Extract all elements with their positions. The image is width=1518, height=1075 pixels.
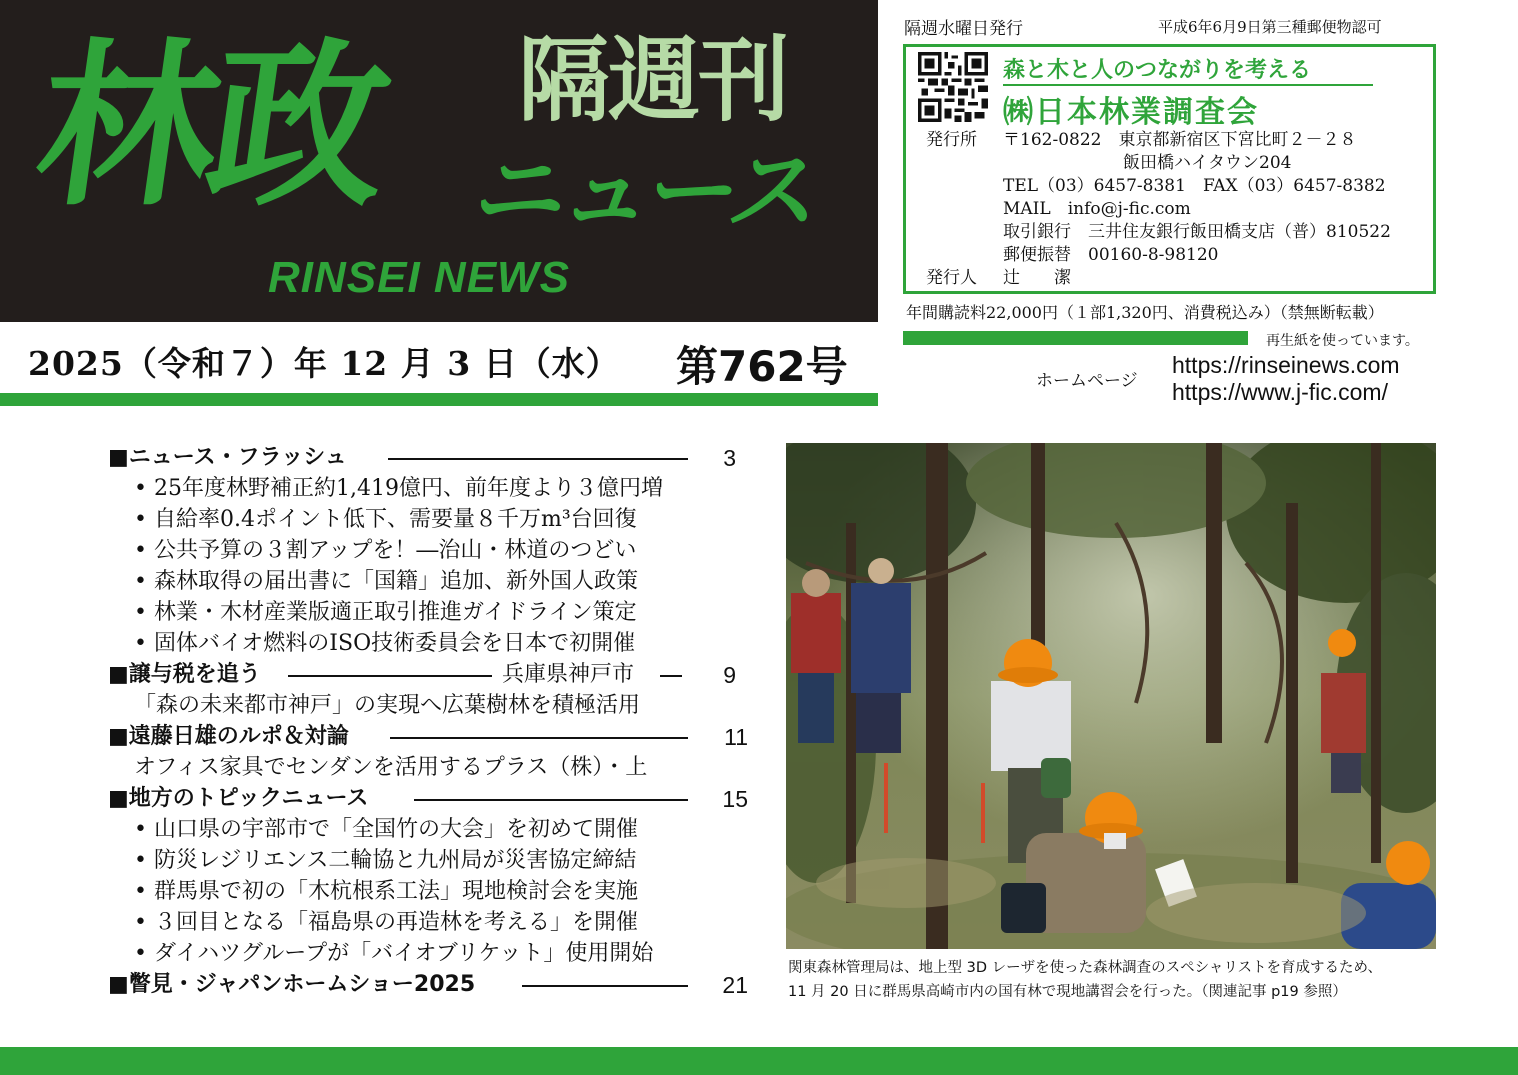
- homepage-link-rinseinews[interactable]: https://rinseinews.com: [1172, 352, 1400, 378]
- homepage-link-jfic[interactable]: https://www.j-fic.com/: [1172, 379, 1388, 405]
- logo-news-en: RINSEI NEWS: [268, 253, 570, 302]
- toc-item[interactable]: • 森林取得の届出書に「国籍」追加、新外国人政策: [134, 569, 638, 594]
- toc-item[interactable]: • 公共予算の３割アップを！―治山・林道のつどい: [134, 538, 637, 563]
- toc-item[interactable]: • 25年度林野補正約1,419億円、前年度より３億円増: [134, 476, 663, 501]
- qr-code-icon[interactable]: [918, 52, 988, 122]
- recycled-paper-note: 再生紙を使っています。: [1266, 333, 1419, 349]
- bank-account: 取引銀行 三井住友銀行飯田橋支店（普）810522: [1003, 222, 1391, 242]
- footer-rule: [0, 1047, 1518, 1075]
- toc-leader: [522, 985, 688, 987]
- toc-page-number: 21: [722, 972, 748, 998]
- toc-section-endo-report[interactable]: [108, 722, 748, 752]
- logo-kakushu: 隔週刊: [518, 26, 789, 134]
- office-label: 発行所: [926, 130, 977, 150]
- forest-survey-photo: [786, 443, 1436, 949]
- postal-transfer: 郵便振替 00160-8-98120: [1003, 245, 1219, 265]
- toc-section-news-flash[interactable]: [108, 443, 748, 473]
- issuer-name: 辻 潔: [1003, 268, 1071, 288]
- toc-leader: [414, 799, 688, 801]
- issue-date: 2025（令和７）年 12 月 3 日（水）: [28, 344, 620, 383]
- issue-number: 第762号: [676, 342, 848, 391]
- toc-item[interactable]: • 山口県の宇部市で「全国竹の大会」を初めて開催: [134, 817, 638, 842]
- homepage-label: ホームページ: [1036, 371, 1138, 391]
- toc-page-number: 9: [723, 662, 736, 688]
- tel-fax: TEL（03）6457-8381 FAX（03）6457-8382: [1003, 176, 1386, 196]
- toc-leader: [388, 458, 688, 460]
- masthead-rule: [0, 393, 878, 406]
- toc-item[interactable]: • ダイハツグループが「バイオブリケット」使用開始: [134, 941, 654, 966]
- toc-leader: [660, 675, 682, 677]
- postal-permit: 平成6年6月9日第三種郵便物認可: [1158, 18, 1382, 36]
- toc-page-number: 3: [723, 445, 736, 471]
- toc-item[interactable]: • 防災レジリエンス二輪協と九州局が災害協定締結: [134, 848, 637, 873]
- masthead: [0, 0, 878, 322]
- address-line-1: 〒162-0822 東京都新宿区下宮比町２－２８: [1003, 130, 1357, 150]
- logo-rinsei: 林政: [25, 23, 395, 230]
- toc-page-number: 11: [724, 724, 748, 750]
- toc-section-local-topics[interactable]: [108, 784, 748, 814]
- toc-section-subtitle: 兵庫県神戸市: [502, 662, 635, 687]
- toc-section-title: ■遠藤日雄のルポ＆対論: [108, 724, 349, 749]
- forest-photo-illustration: [786, 443, 1436, 949]
- issuer-label: 発行人: [926, 268, 977, 288]
- slogan-rule: [1003, 84, 1373, 86]
- subscription-price: 年間購読料22,000円（１部1,320円、消費税込み）（禁無断転載）: [906, 303, 1384, 322]
- toc-item[interactable]: • 自給率0.4ポイント低下、需要量８千万m³台回復: [134, 507, 637, 532]
- publisher-name: ㈱日本林業調査会: [1003, 95, 1259, 130]
- toc-item[interactable]: • ３回目となる「福島県の再造林を考える」を開催: [134, 910, 638, 935]
- toc-item[interactable]: 「森の未来都市神戸」の実現へ広葉樹林を積極活用: [134, 693, 641, 718]
- toc-section-title: ■ニュース・フラッシュ: [108, 445, 347, 470]
- logo-news-jp: ニュース: [466, 138, 825, 245]
- mail-address[interactable]: MAIL info@j-fic.com: [1003, 199, 1191, 219]
- toc-leader: [288, 675, 492, 677]
- photo-caption-line-2: 11 月 20 日に群馬県高崎市内の国有林で現地講習会を行った。（関連記事 p19 参照）: [788, 984, 1347, 1000]
- publisher-box: [903, 44, 1436, 294]
- toc-section-title: ■地方のトピックニュース: [108, 786, 369, 811]
- toc-item[interactable]: • 林業・木材産業版適正取引推進ガイドライン策定: [134, 600, 637, 625]
- toc-section-title: ■瞥見・ジャパンホームショー2025: [108, 972, 476, 997]
- address-line-2: 飯田橋ハイタウン204: [1123, 153, 1292, 173]
- toc-section-home-show[interactable]: [108, 970, 748, 1000]
- toc-page-number: 15: [722, 786, 748, 812]
- publisher-slogan: 森と木と人のつながりを考える: [1003, 58, 1312, 83]
- publisher-rule: [903, 331, 1248, 345]
- toc-item[interactable]: • 固体バイオ燃料のISO技術委員会を日本で初開催: [134, 631, 636, 656]
- publication-schedule: 隔週水曜日発行: [904, 19, 1023, 39]
- toc-item[interactable]: • 群馬県で初の「木杭根系工法」現地検討会を実施: [134, 879, 638, 904]
- toc-leader: [390, 737, 688, 739]
- toc-item[interactable]: オフィス家具でセンダンを活用するプラス（株）・上: [134, 755, 648, 780]
- toc-section-title: ■譲与税を追う: [108, 662, 261, 687]
- toc-section-joyozei[interactable]: [108, 660, 748, 690]
- photo-caption-line-1: 関東森林管理局は、地上型 3D レーザを使った森林調査のスペシャリストを育成するため、: [788, 960, 1382, 976]
